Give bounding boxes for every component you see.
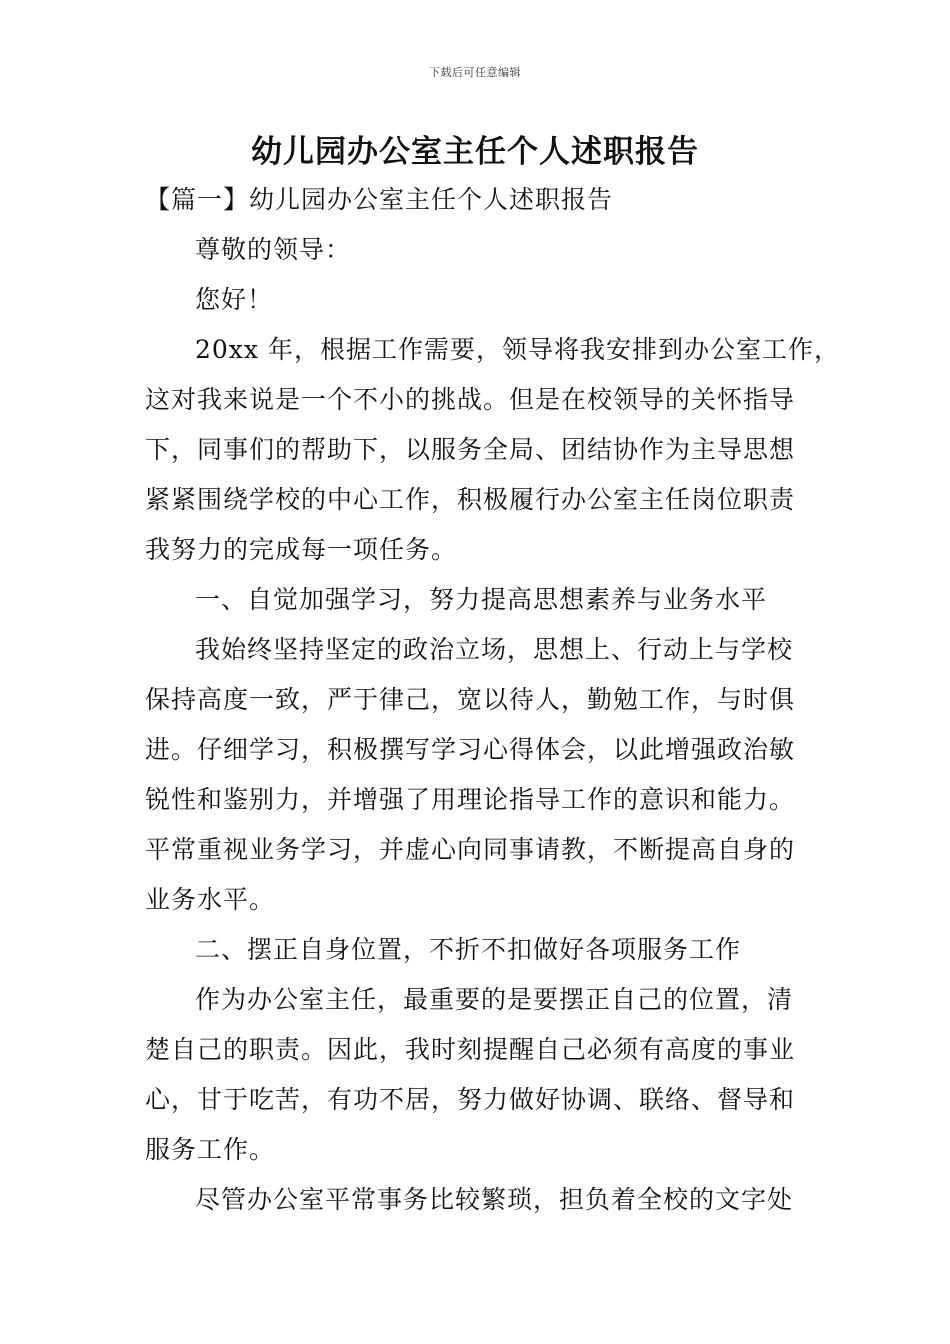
text-line: 服务工作。 bbox=[145, 1135, 276, 1164]
text-line: 您好！ bbox=[195, 285, 274, 314]
text-line: 业务水平。 bbox=[145, 885, 276, 914]
text-line: 尽管办公室平常事务比较繁琐，担负着全校的文字处 bbox=[195, 1185, 794, 1214]
text-line: 作为办公室主任，最重要的是要摆正自己的位置，清 bbox=[195, 985, 794, 1014]
text-line: 二、摆正自身位置，不折不扣做好各项服务工作 bbox=[195, 935, 742, 964]
header-note: 下载后可任意编辑 bbox=[429, 66, 521, 79]
text-line: 下，同事们的帮助下，以服务全局、团结协作为主导思想 bbox=[145, 435, 796, 464]
text-line: 我始终坚持坚定的政治立场，思想上、行动上与学校 bbox=[195, 635, 794, 664]
text-line: 一、自觉加强学习，努力提高思想素养与业务水平 bbox=[195, 585, 768, 614]
text-line: 进。仔细学习，积极撰写学习心得体会，以此增强政治敏 bbox=[145, 735, 796, 764]
text-line: 心，甘于吃苦，有功不居，努力做好协调、联络、督导和 bbox=[145, 1085, 796, 1114]
text-line: 我努力的完成每一项任务。 bbox=[145, 535, 458, 564]
document-body bbox=[145, 175, 840, 1225]
text-line: 尊敬的领导： bbox=[195, 235, 352, 264]
text-line: 平常重视业务学习，并虚心向同事请教，不断提高自身的 bbox=[145, 835, 796, 864]
document-title: 幼儿园办公室主任个人述职报告 bbox=[251, 134, 699, 170]
text-line: 楚自己的职责。因此，我时刻提醒自己必须有高度的事业 bbox=[145, 1035, 796, 1064]
text-line: 锐性和鉴别力，并增强了用理论指导工作的意识和能力。 bbox=[145, 785, 796, 814]
text-line: 保持高度一致，严于律己，宽以待人，勤勉工作，与时俱 bbox=[145, 685, 796, 714]
text-line: 紧紧围绕学校的中心工作，积极履行办公室主任岗位职责 bbox=[145, 485, 796, 514]
text-line: 20xx 年，根据工作需要，领导将我安排到办公室工作， bbox=[195, 335, 840, 364]
text-line: 这对我来说是一个不小的挑战。但是在校领导的关怀指导 bbox=[145, 385, 796, 414]
text-line: 【篇一】幼儿园办公室主任个人述职报告 bbox=[145, 185, 614, 214]
